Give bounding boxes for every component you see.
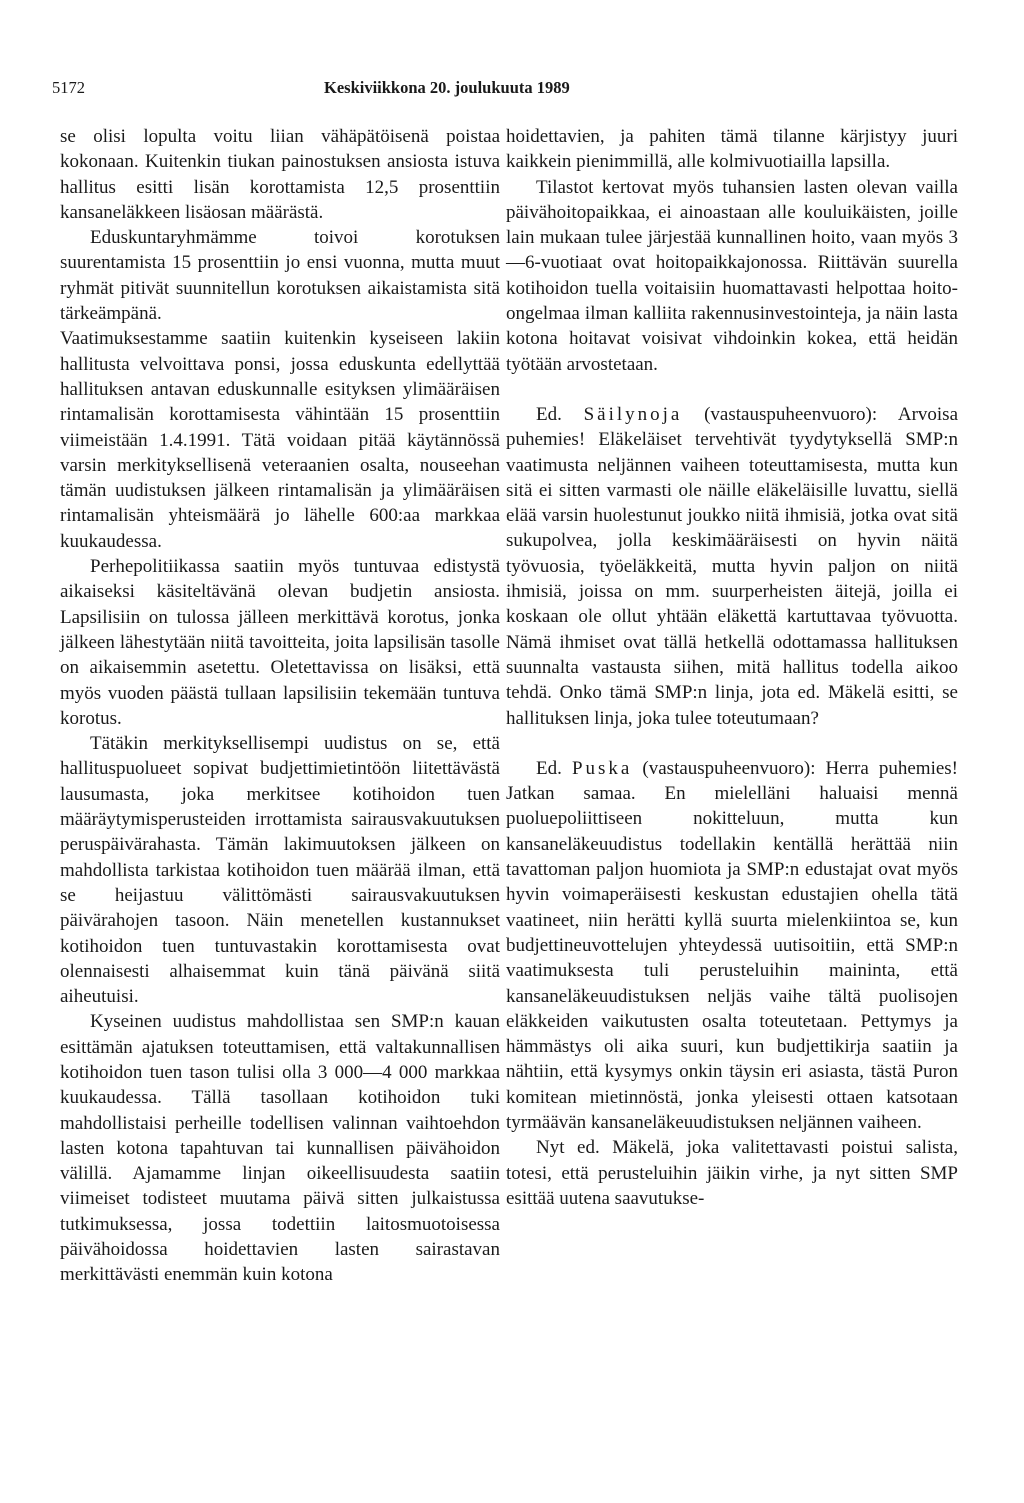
speaker-name: Puska — [571, 757, 633, 779]
paragraph: Perhepolitiikassa saatiin myös tuntuvaa edistystä aikaiseksi käsiteltävänä olevan budjetin ansiosta. Lapsilisiin on tulossa jälleen merkittävä korotus, jonka jälkeen lähestytään niitä tavoitteita, joita lapsilisän tasolle on aikaisemmin asetettu. Oletettavissa on lisäksi, että myös vuoden päästä tullaan lapsilisiin tekemään tuntuva korotus. — [60, 556, 500, 729]
paragraph: Nyt ed. Mäkelä, joka valitettavasti poistui salista, totesi, että perusteluihin jäikin virhe, ja nyt sitten SMP esittää uutena saavutukse- — [506, 1137, 958, 1209]
right-column — [506, 124, 958, 1211]
paragraph: Tätäkin merkityksellisempi uudistus on se, että hallituspuolueet sopivat budjettimietintöön liitettävästä lausumasta, joka merkitsee kotihoidon tuen määräytymisperusteiden irrottamista sairausvakuutuksen peruspäivärahasta. Tämän lakimuutoksen jälkeen on mahdollista tarkistaa kotihoidon tuen määrää ilman, että se heijastuu välittömästi sairausvakuutuksen päivärahojen tasoon. Näin menetellen kustannukset kotihoidon tuen tuntuvastakin korottamisesta ovat olennaisesti alhaisemmat kuin tänä päivänä siitä aiheutuisi. — [60, 733, 500, 1008]
speech-puska — [506, 756, 958, 1135]
paragraph: Kyseinen uudistus mahdollistaa sen SMP:n kauan esittämän ajatuksen toteuttamisen, että valtakunnallisen kotihoidon tuen tason tulisi olla 3 000—4 000 markkaa kuukaudessa. Tällä tasollaan kotihoidon tuki mahdollistaisi perheille todellisen valinnan vaihtoehdon lasten kotona tapahtuvan tai kunnallisen päivähoidon välillä. Ajamamme linjan oikeellisuudesta saatiin viimeiset todisteet muutama päivä sitten julkaistussa tutkimuksessa, jossa todettiin laitosmuotoisessa päivähoidossa hoidettavien lasten sairastavan merkittävästi enemmän kuin kotona — [60, 1011, 500, 1286]
page-number: 5172 — [52, 78, 85, 97]
speech-text: (vastauspuheenvuoro): Arvoisa puhemies! Eläkeläiset tervehtivät tyydytyksellä SMP:n vaatimusta neljännen vaiheen toteuttamisesta, mutta kun sitä ei sitten varmasti ole näille eläkeläisille luvattu, siellä elää varsin huolestunut joukko niitä ihmisiä, jotka ovat sitä sukupolvea, jolla keskimääräisesti on hyvin näitä työvuosia, työeläkkeitä, mutta hyvin paljon on niitä ihmisiä, joissa on mm. suurperheisten äitejä, joilla ei koskaan ole ollut yhtään eläkettä kartuttavaa työvuotta. Nämä ihmiset ovat tällä hetkellä odottamassa hallituksen suunnalta vastausta siihen, mitä hallitus todella aikoo tehdä. Onko tämä SMP:n linja, jota ed. Mäkelä esitti, se hallituksen linja, joka tulee toteutumaan? — [506, 403, 958, 729]
page-header — [52, 78, 964, 102]
paragraph: Vaatimuksestamme saatiin kuitenkin kyseiseen lakiin hallitusta velvoittava ponsi, jossa eduskunta edellyttää hallituksen antavan eduskunnalle esityksen ylimääräisen rintamalisän korottamisesta vähintään 15 prosenttiin viimeistään 1.4.1991. Tätä voidaan pitää käytännössä varsin merkityksellisenä veteraanien osalta, nouseehan tämän uudistuksen jälkeen rintamalisän ja ylimääräisen rintamalisän yhteismäärä jo lähelle 600:aa markkaa kuukaudessa. — [60, 328, 500, 552]
paragraph: Tilastot kertovat myös tuhansien lasten olevan vailla päivähoitopaikkaa, ei ainoastaan alle kouluikäisten, joille lain mukaan tulee järjestää kunnallinen hoito, vaan myös 3—6-vuotiaat ovat hoitopaikkajonossa. Riittävän suurella kotihoidon tuella voitaisiin huomattavasti helpottaa hoito-ongelmaa ilman kalliita rakennusinvestointeja, ja näin lasta kotona hoitavat voisivat vihdoinkin kokea, että heidän työtään arvostetaan. — [506, 176, 958, 375]
speech-prefix: Ed. — [536, 403, 584, 425]
paragraph: hoidettavien, ja pahiten tämä tilanne kärjistyy juuri kaikkein pienimmillä, alle kolmivuotiailla lapsilla. — [506, 126, 958, 173]
speech-saily — [506, 402, 958, 731]
left-column — [60, 124, 500, 1288]
speech-text: (vastauspuheenvuoro): Herra puhemies! Jatkan samaa. En mielelläni haluaisi mennä puoluepoliittiseen nokitteluun, mutta kun kansaneläkeuudistus todellakin kentällä herättää niin tavattoman paljon huomiota ja SMP:n edustajat ovat myös hyvin voimaperäisesti keskustan edustajien ohella tätä vaatineet, niin herätti kyllä suurta mielenkiintoa se, kun budjettineuvottelujen yhteydessä uutisoitiin, että SMP:n vaatimuksesta tuli perusteluihin maininta, että kansaneläkeuudistuksen neljäs vaihe tältä puolisojen eläkkeiden vaikutusten osalta toteutetaan. Pettymys ja hämmästys oli aika suuri, kun budjettikirja saatiin ja nähtiin, että kysymys onkin täysin eri asiasta, tästä Puron komitean mietinnöstä, jonka yleisesti ottaen katsotaan tyrmäävän kansaneläkeuudistuksen neljännen vaiheen. — [506, 757, 959, 1133]
speech-prefix: Ed. — [536, 757, 572, 779]
speaker-name: Säilynoja — [583, 403, 683, 425]
paragraph: Eduskuntaryhmämme toivoi korotuksen suurentamista 15 prosenttiin jo ensi vuonna, mutta muut ryhmät pitivät suunnitellun korotuksen aikaistamista sitä tärkeämpänä. — [60, 227, 500, 325]
running-head: Keskiviikkona 20. joulukuuta 1989 — [324, 78, 570, 97]
paragraph: se olisi lopulta voitu liian vähäpätöisenä poistaa kokonaan. Kuitenkin tiukan painostuksen ansiosta istuva hallitus esitti lisän korottamista 12,5 prosenttiin kansaneläkkeen lisäosan määrästä. — [60, 126, 500, 223]
